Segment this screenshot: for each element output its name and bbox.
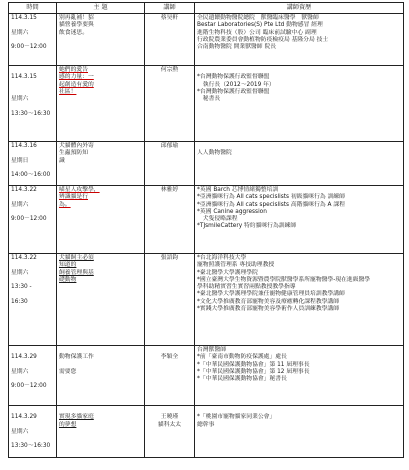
- weekday-text: 星期六: [11, 368, 29, 375]
- topic-line: 動物保護工作: [59, 354, 94, 361]
- topic-line: 她們的愛告: [59, 67, 88, 73]
- bio-line: 寵物照護管理系 專技助理教授: [197, 262, 275, 269]
- table-row: [9, 254, 404, 346]
- topic-line: 感的力量：一: [59, 74, 94, 81]
- time-range: 13:30～16:30: [11, 110, 51, 117]
- date-text: 114.3.15: [11, 15, 37, 21]
- schedule-table: [8, 2, 404, 458]
- bio-line: *實踐大學推廣教育部寵物美容學術作人員訓練教學講師: [197, 306, 340, 313]
- bio-line: Bestar Laboratories(S) Pte Ltd 動物感冒 經理: [197, 22, 323, 29]
- speaker-name: 李穎全: [160, 354, 179, 361]
- bio-line: 執行長（2012～2019 年）: [197, 81, 275, 88]
- topic-line: 知道的: [59, 262, 77, 269]
- header-row: [9, 3, 404, 14]
- time-cell: [9, 406, 57, 458]
- topic-cell: [57, 254, 145, 346]
- topic-line: 辨識貓是行: [59, 194, 88, 201]
- time-cell: [9, 14, 57, 66]
- bio-line: *前「臺南市動物防疫保護處」處長: [197, 354, 287, 361]
- bio-cell: [195, 66, 404, 142]
- header-topic: 主 題: [57, 3, 145, 14]
- bio-line: 秘書長: [197, 96, 221, 103]
- speaker-name: 張語鈞: [160, 255, 179, 261]
- bio-line: 犬隻侵略課程: [197, 216, 238, 223]
- topic-line: 為。: [59, 201, 71, 208]
- time-range: 9:00－12:00: [11, 44, 47, 51]
- bio-line: *亞洲貓咪行為 All cats specislists 初級貓咪行為 訓練師: [197, 194, 345, 201]
- topic-line: 實現多貓家庭: [59, 414, 94, 421]
- topic-line: 生蟲預防知: [59, 150, 88, 157]
- date-text: 114.3.22: [11, 255, 37, 261]
- bio-line: 全民遺餵動物醫院總院 獸醫臨床醫學 獸醫師: [197, 15, 319, 21]
- topic-cell: [57, 186, 145, 254]
- topic-line: 社區！: [59, 88, 77, 95]
- speaker-cell: [145, 254, 195, 346]
- bio-line: *臺北醫學大學護理學院兼任寵物健康管理員培訓教學講師: [197, 291, 345, 298]
- table-row: [9, 186, 404, 254]
- topic-line: 礎動物: [59, 276, 77, 283]
- topic-line: 犬貓體內外寄: [59, 143, 94, 149]
- topic-line: 飼養管理與基: [59, 269, 94, 276]
- bio-line: 台灣獸醫師: [197, 347, 226, 353]
- date-text: 114.3.15: [11, 74, 37, 81]
- topic-line: 貓營養學要與: [59, 22, 94, 29]
- table-row: [9, 14, 404, 66]
- bio-cell: [195, 406, 404, 458]
- speaker-cell: [145, 406, 195, 458]
- bio-line: *「中華民國保護動物協會」秘書長: [197, 376, 287, 383]
- time-range: 9:00－12:00: [11, 383, 47, 390]
- bio-line: 總幹事: [197, 421, 215, 428]
- bio-line: *台北海洋科技大學: [197, 255, 247, 261]
- date-text: 114.3.22: [11, 187, 37, 193]
- bio-line: *亞洲貓咪行為 All cats specislists 高階貓咪行為 A 課程: [197, 201, 345, 208]
- bio-line: 學科助精實習生實習兩點教授教學指導: [197, 284, 296, 291]
- speaker-cell: [145, 186, 195, 254]
- weekday-text: 星期六: [11, 201, 29, 208]
- speaker-cell: [145, 14, 195, 66]
- bio-cell: [195, 142, 404, 186]
- weekday-text: 星期六: [11, 96, 29, 103]
- weekday-text: 星期六: [11, 29, 29, 36]
- time-cell: [9, 66, 57, 142]
- header-speaker: 講師: [145, 3, 195, 14]
- topic-cell: [57, 142, 145, 186]
- topic-line: 識: [59, 157, 65, 164]
- speaker-name: 貓科太太: [157, 421, 182, 428]
- bio-cell: [195, 186, 404, 254]
- topic-line: 犬貓飼主必須: [59, 255, 94, 261]
- date-text: 114.3.29: [11, 354, 37, 361]
- time-cell: [9, 186, 57, 254]
- bio-line: *英國 Barch 芯博情緒獨整培訓: [197, 187, 279, 193]
- speaker-cell: [145, 66, 195, 142]
- speaker-cell: [145, 346, 195, 406]
- bio-line: 進階生物科技（股）公司 臨床前試驗中心 副理: [197, 29, 317, 36]
- weekday-text: 星期日: [11, 157, 29, 164]
- bio-line: *台灣動物保護行政監督聯盟: [197, 74, 270, 81]
- weekday-text: 星期六: [11, 269, 29, 276]
- time-cell: [9, 254, 57, 346]
- speaker-name: 邱郁瑜: [160, 143, 179, 149]
- topic-line: 需要您: [59, 368, 77, 375]
- time-cell: [9, 346, 57, 406]
- topic-line: 起創造有愛的: [59, 81, 94, 88]
- time-range: 9:00－12:00: [11, 216, 47, 223]
- weekday-text: 星期六: [11, 428, 29, 435]
- topic-cell: [57, 346, 145, 406]
- bio-line: *「中華民國保護動物協會」第 11 屆理事長: [197, 361, 310, 368]
- header-time: 時間: [9, 3, 57, 14]
- bio-line: *TJsmileCattery 特約貓咪行為訓練師: [197, 223, 297, 230]
- topic-cell: [57, 406, 145, 458]
- bio-line: 合南動物醫院 開業獸醫師 院長: [197, 44, 277, 51]
- bio-line: *英國 Canine aggression: [197, 208, 267, 215]
- header-bio: 講師資歷: [195, 3, 404, 14]
- date-text: 114.3.16: [11, 143, 37, 149]
- bio-line: *「桃園市寵物貓家同業公會」: [197, 414, 276, 421]
- bio-line: *台灣動物保護行政監督聯盟: [197, 88, 270, 95]
- date-text: 114.3.29: [11, 414, 37, 421]
- topic-cell: [57, 66, 145, 142]
- bio-line: *文化大學推廣教育部寵物美容及療癒轉化課程教學講師: [197, 298, 340, 305]
- table-row: [9, 346, 404, 406]
- bio-cell: [195, 254, 404, 346]
- table-row: [9, 66, 404, 142]
- table-row: [9, 406, 404, 458]
- bio-cell: [195, 14, 404, 66]
- time-range-end: 16:30: [11, 298, 28, 305]
- bio-line: *國立臺灣大學生物資源暨農學院獸醫學系所寵物醫學-現在進級醫學: [197, 276, 371, 283]
- bio-cell: [195, 346, 404, 406]
- bio-line: *臺北醫學大學護理學院: [197, 269, 258, 276]
- table-row: [9, 142, 404, 186]
- time-range: 13:30 -: [11, 284, 32, 291]
- bio-line: 行政院農業委員會動植物防疫檢疫局 基隆分局 技士: [197, 36, 329, 43]
- speaker-name: 王曉瑾: [160, 414, 179, 421]
- speaker-cell: [145, 142, 195, 186]
- topic-line: 別再亂補！貂: [59, 15, 94, 21]
- bio-line: *「中華民國保護動物協會」第 12 屆理事長: [197, 368, 310, 375]
- speaker-name: 蔡昊軒: [160, 15, 179, 21]
- time-range: 13:30～16:30: [11, 443, 51, 450]
- topic-line: 飲食迷思。: [59, 29, 88, 36]
- topic-line: 喵星人攻擊學，: [59, 187, 100, 193]
- time-range: 14:00～16:00: [11, 172, 51, 179]
- topic-line: 的夢想: [59, 421, 77, 428]
- speaker-name: 何宗勲: [160, 67, 179, 73]
- time-cell: [9, 142, 57, 186]
- speaker-name: 林雅婷: [160, 187, 179, 193]
- bio-line: 人人動物醫院: [197, 150, 232, 157]
- topic-cell: [57, 14, 145, 66]
